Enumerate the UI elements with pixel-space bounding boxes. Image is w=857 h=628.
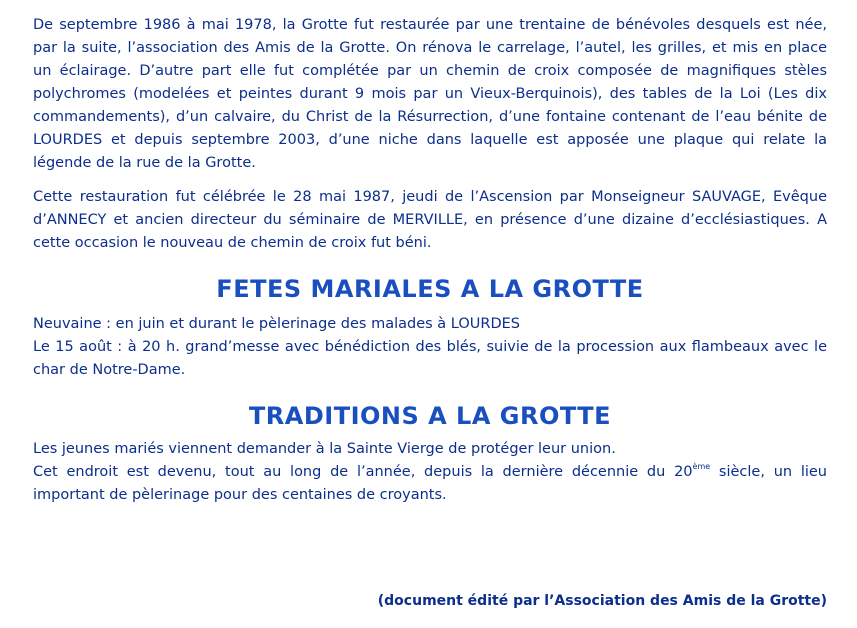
text-fragment: siècle, un lieu	[710, 464, 827, 480]
text-line: De septembre 1986 à mai 1978, la Grotte fut restaurée par une trentaine de bénévoles desquels est née,	[33, 17, 827, 33]
text-line: d’ANNECY et ancien directeur du séminaire de MERVILLE, en présence d’une dizaine d’ecclésiastiques. A	[33, 212, 827, 228]
text-fragment: Cet endroit est devenu, tout au long de l’année, depuis la dernière décennie du 20	[33, 464, 693, 480]
text-line: légende de la rue de la Grotte.	[33, 155, 256, 171]
text-line: LOURDES et depuis septembre 2003, d’une niche dans laquelle est apposée une plaque qui relate la	[33, 132, 827, 148]
text-line: Les jeunes mariés viennent demander à la Sainte Vierge de protéger leur union.	[33, 441, 616, 457]
text-line: char de Notre-Dame.	[33, 362, 186, 378]
text-line: un éclairage. D’autre part elle fut complétée par un chemin de croix composée de magnifiques stèles	[33, 63, 827, 79]
celebration-paragraph	[33, 186, 827, 255]
text-line: Le 15 août : à 20 h. grand’messe avec bénédiction des blés, suivie de la procession aux flambeaux avec le	[33, 339, 827, 355]
section-heading-fetes: FETES MARIALES A LA GROTTE	[216, 275, 644, 303]
traditions-paragraph	[33, 438, 827, 507]
text-line	[33, 461, 827, 484]
fetes-paragraph	[33, 313, 827, 382]
text-line: important de pèlerinage pour des centaines de croyants.	[33, 487, 447, 503]
text-line: Cette restauration fut célébrée le 28 mai 1987, jeudi de l’Ascension par Monseigneur SAUVAGE, Evêque	[33, 189, 827, 205]
text-line: Neuvaine : en juin et durant le pèlerinage des malades à LOURDES	[33, 316, 520, 332]
text-line: par la suite, l’association des Amis de la Grotte. On rénova le carrelage, l’autel, les grilles, et mis en place	[33, 40, 827, 56]
intro-paragraph	[33, 14, 827, 175]
text-line: commandements), d’un calvaire, du Christ de la Résurrection, d’une fontaine contenant de l’eau bénite de	[33, 109, 827, 125]
text-line: polychromes (modelées et peintes durant 9 mois par un Vieux-Berquinois), des tables de la Loi (Les dix	[33, 86, 827, 102]
document-footer: (document édité par l’Association des Amis de la Grotte)	[377, 593, 827, 609]
section-heading-traditions: TRADITIONS A LA GROTTE	[248, 402, 612, 430]
superscript: ème	[692, 462, 711, 471]
document-body	[33, 14, 827, 507]
text-line: cette occasion le nouveau de chemin de croix fut béni.	[33, 235, 432, 251]
